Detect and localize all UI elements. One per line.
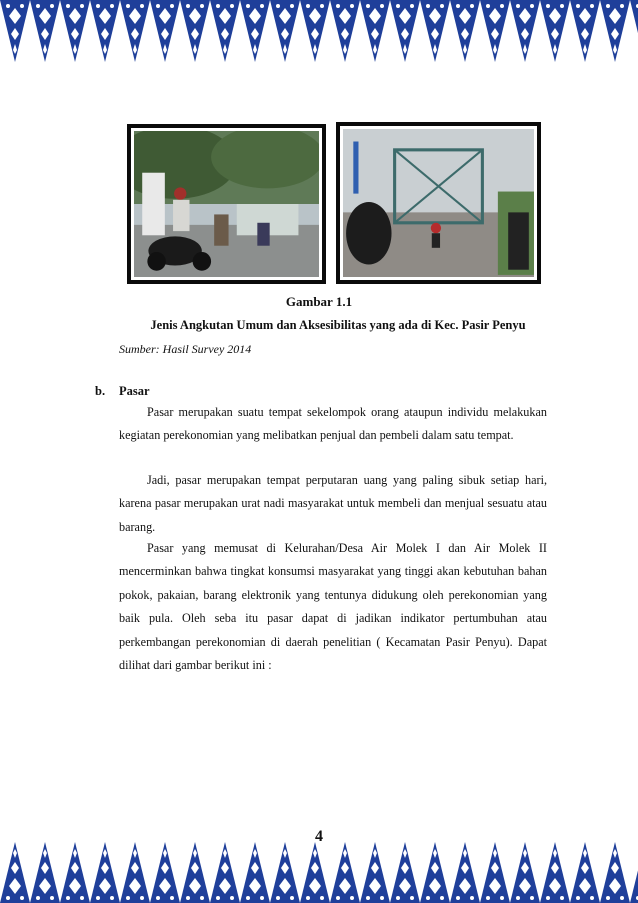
photo-bridge-right [336,122,541,284]
section-letter: b. [95,384,106,398]
paragraph-definition: Pasar merupakan suatu tempat sekelompok orang ataupun individu melakukan kegiatan perekonomian yang melibatkan penjual dan pembeli dalam satu tempat. [119,405,547,443]
top-ornament-border [0,0,638,72]
figure-subtitle: Jenis Angkutan Umum dan Aksesibilitas yang ada di Kec. Pasir Penyu [150,318,526,332]
section-heading [95,384,150,399]
bridge-scene-image [343,129,534,277]
page-number: 4 [315,828,323,845]
figure-title: Gambar 1.1 [285,294,353,309]
bottom-ornament-border [0,842,638,903]
figure-source: Sumber: Hasil Survey 2014 [119,342,252,356]
street-scene-image [134,131,319,277]
paragraph-market-location: Pasar yang memusat di Kelurahan/Desa Air Molek I dan Air Molek II mencerminkan bahwa tingkat konsumsi masyarakat yang tinggi akan kebutuhan bahan pokok, pakaian, barang elektronik yang tentunya didukung oleh perekonomian yang baik pula. Oleh seba itu pasar dapat di jadikan indikator pertumbuhan atau perkembangan perekonomian di daerah penelitian ( Kecamatan Pasir Penyu). Dapat dilihat dari gambar berikut ini : [119,541,547,673]
paragraph-money-circulation: Jadi, pasar merupakan tempat perputaran uang yang paling sibuk setiap hari, karena pasar merupakan urat nadi masyarakat untuk membeli dan menjual sesuatu atau barang. [119,473,547,534]
section-title: Pasar [119,384,150,398]
photo-public-transport-left [127,124,326,284]
